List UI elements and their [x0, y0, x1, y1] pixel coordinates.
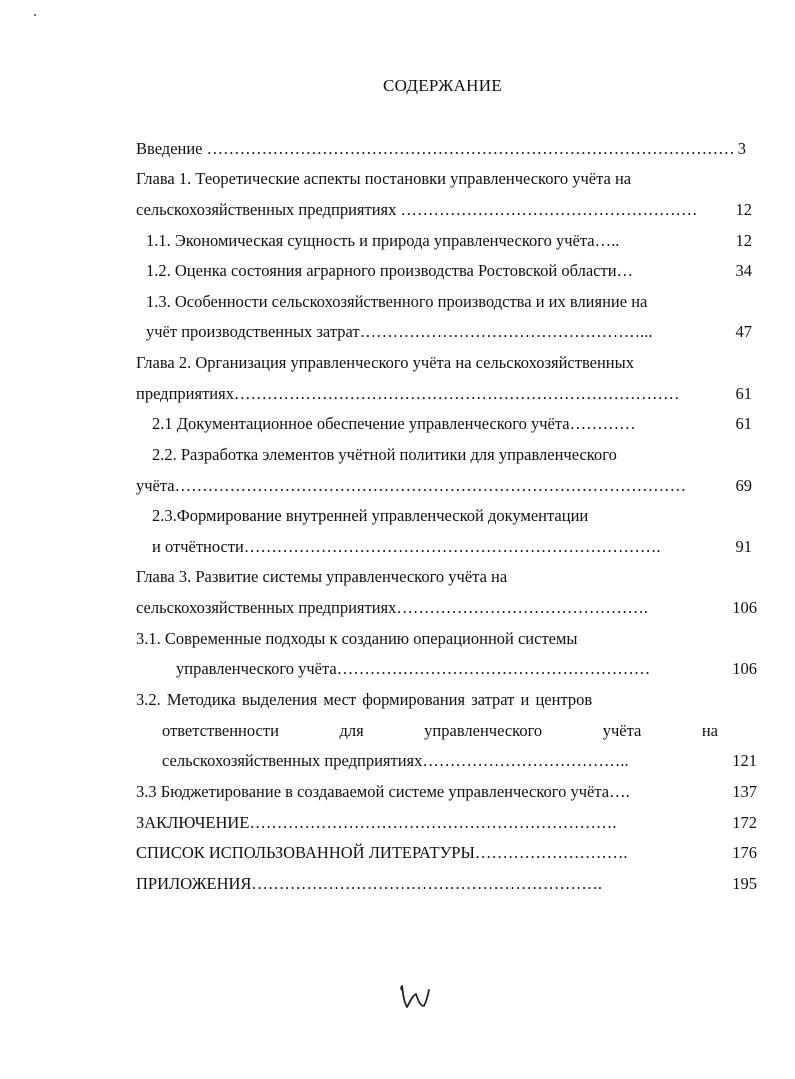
toc-page-3-3: 137: [732, 782, 757, 801]
page-title: СОДЕРЖАНИЕ: [382, 76, 503, 95]
toc-page-conclusion: 172: [732, 813, 757, 832]
toc-entry-chapter-1-cont: сельскохозяйственных предприятиях ………………………………………………: [136, 200, 698, 219]
toc-page-1-3: 47: [735, 322, 752, 341]
toc-entry-3-1: 3.1. Современные подходы к созданию операционной системы: [136, 629, 578, 648]
toc-entry-1-2: 1.2. Оценка состояния аграрного производства Ростовской области…: [146, 261, 634, 280]
toc-word: на: [701, 721, 718, 740]
toc-entry-2-2-cont: учёта…………………………………………………………………………………: [136, 476, 687, 495]
toc-entry-2-3-cont: и отчётности………………………………………………………………….: [152, 537, 661, 556]
toc-entry-3-2: 3.2. Методика выделения мест формирования затрат и центров: [136, 690, 593, 709]
toc-entry-chapter-3: Глава 3. Развитие системы управленческого учёта на: [136, 567, 508, 586]
toc-entry-chapter-1: Глава 1. Теоретические аспекты постановки управленческого учёта на: [136, 169, 632, 188]
toc-page-bibliography: 176: [732, 843, 757, 862]
toc-entry-3-2-cont-2: сельскохозяйственных предприятиях………………………………..: [162, 751, 629, 770]
toc-entry-3-1-cont: управленческого учёта…………………………………………………: [176, 659, 651, 678]
toc-entry-chapter-3-cont: сельскохозяйственных предприятиях……………………………………….: [136, 598, 649, 617]
toc-entry-2-2: 2.2. Разработка элементов учётной политики для управленческого: [152, 445, 617, 464]
toc-page-3-2: 121: [732, 751, 757, 770]
toc-entry-1-3: 1.3. Особенности сельскохозяйственного производства и их влияние на: [146, 292, 648, 311]
toc-word: ответственности: [162, 721, 279, 740]
toc-entry-2-3: 2.3.Формирование внутренней управленческой документации: [152, 506, 589, 525]
toc-page-2-3: 91: [735, 537, 752, 556]
toc-entry-3-2-cont: [162, 721, 718, 741]
toc-page-3-1: 106: [732, 659, 757, 678]
scan-speck: [34, 14, 36, 16]
toc-entry-3-3: 3.3 Бюджетирование в создаваемой системе управленческого учёта….: [136, 782, 630, 801]
handwritten-page-number-icon: [398, 982, 432, 1012]
toc-entry-1-1: 1.1. Экономическая сущность и природа управленческого учёта…..: [146, 231, 620, 250]
toc-page-1-2: 34: [735, 261, 752, 280]
toc-entry-2-1: 2.1 Документационное обеспечение управленческого учёта…………: [152, 414, 636, 433]
toc-word: управленческого: [424, 721, 543, 740]
toc-page-chapter-2: 61: [735, 384, 752, 403]
toc-entry-appendices: ПРИЛОЖЕНИЯ……………………………………………………….: [136, 874, 603, 893]
toc-page-2-1: 61: [735, 414, 752, 433]
toc-entry-bibliography: СПИСОК ИСПОЛЬЗОВАННОЙ ЛИТЕРАТУРЫ……………………….: [136, 843, 628, 862]
toc-page-introduction: 3: [737, 139, 746, 158]
toc-page-chapter-3: 106: [732, 598, 757, 617]
toc-word: учёта: [602, 721, 642, 740]
toc-word: для: [339, 721, 364, 740]
toc-entry-conclusion: ЗАКЛЮЧЕНИЕ………………………………………………………….: [136, 813, 617, 832]
toc-page-appendices: 195: [732, 874, 757, 893]
toc-entry-chapter-2: Глава 2. Организация управленческого учёта на сельскохозяйственных: [136, 353, 634, 372]
toc-entry-1-3-cont: учёт производственных затрат……………………………………………...: [146, 322, 653, 341]
toc-entry-introduction: Введение ……………………………………………………………………………………: [136, 139, 735, 158]
toc-page-1-1: 12: [735, 231, 752, 250]
toc-page-chapter-1: 12: [735, 200, 752, 219]
toc-entry-chapter-2-cont: предприятиях………………………………………………………………………: [136, 384, 680, 403]
toc-page-2-2: 69: [735, 476, 752, 495]
